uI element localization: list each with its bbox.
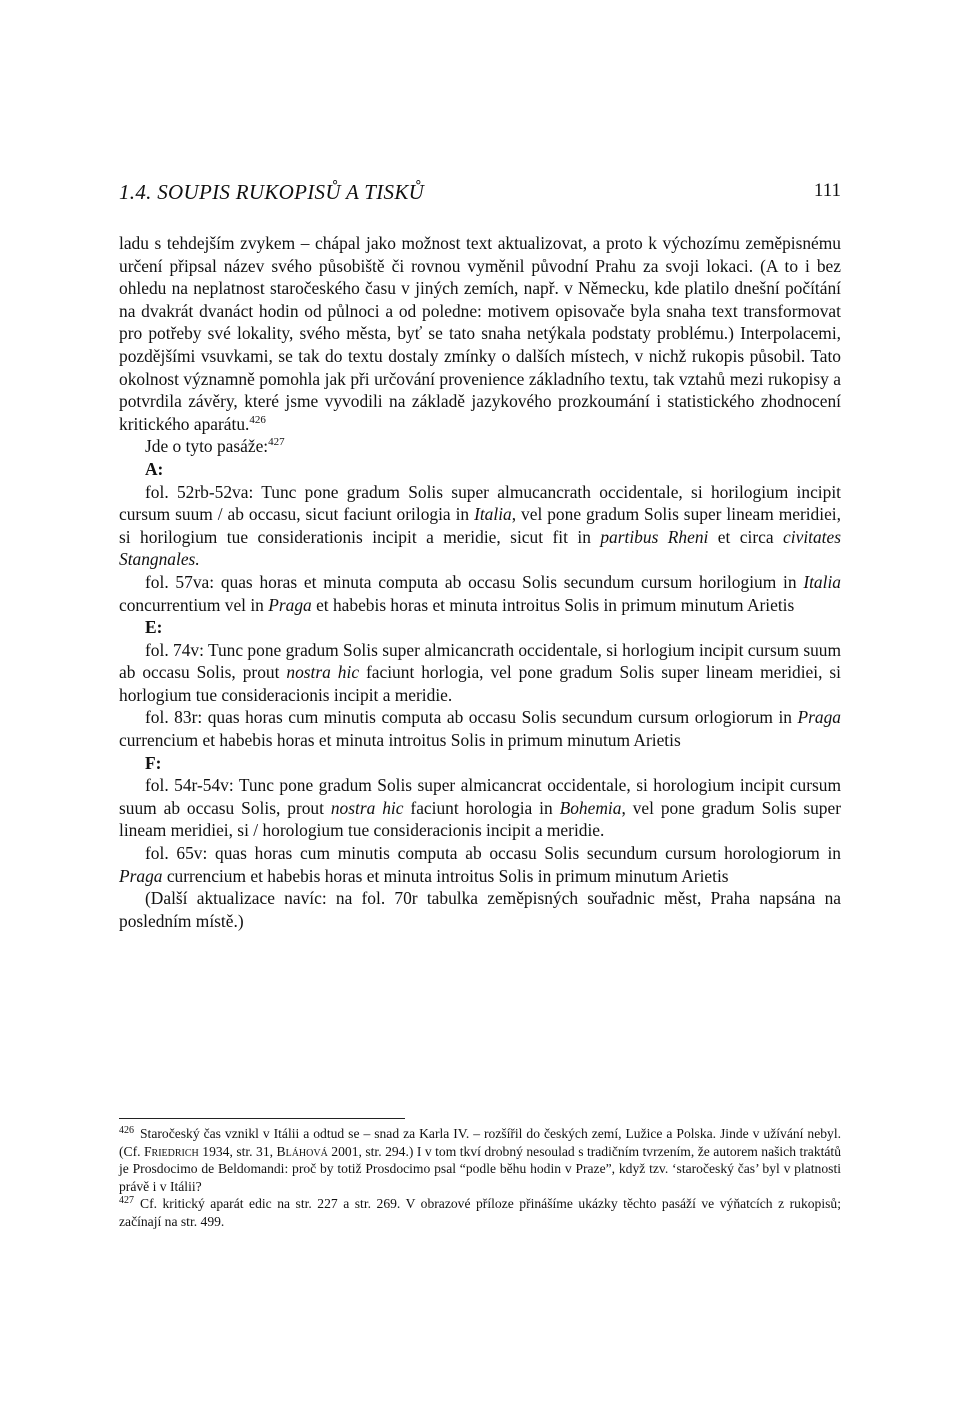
footnote-ref-426: 426 xyxy=(249,413,266,426)
footnote-text: 2001, str. 294.) I v tom tkví drobný nesoulad s tradičním tvrzením, že autorem našich traktátů je Prosdocimo de Beldomandi: proč by totiž Prosdocimo psal “podle běhu hodin v Praze”, když tzv. ‘staročeský čas’ byl v platnosti právě i v Itálii? xyxy=(119,1143,841,1194)
footnote-divider xyxy=(119,1118,405,1119)
entry-a-1 xyxy=(119,481,841,571)
entry-text: concurrentium vel in xyxy=(119,594,269,615)
entry-text: currencium et habebis horas et minuta introitus Solis in primum minutum Arietis xyxy=(119,730,681,751)
entry-f-2 xyxy=(119,842,841,887)
main-text xyxy=(119,232,841,932)
closing-note: (Další aktualizace navíc: na fol. 70r tabulka zeměpisných souřadnic měst, Praha napsána na posledním místě.) xyxy=(119,888,841,931)
italic-text: Bohemia xyxy=(559,797,622,818)
entry-text: fol. 54r-54v: Tunc pone gradum Solis super almicancrat occidentale, si horologium incipit cursum suum ab occasu Solis, prout xyxy=(119,775,841,818)
footnote-ref-427: 427 xyxy=(268,436,285,449)
entry-text: et circa xyxy=(708,526,784,547)
page-number: 111 xyxy=(813,180,841,201)
section-title: 1.4. SOUPIS RUKOPISŮ A TISKŮ xyxy=(119,180,425,204)
footnote-number: 426 xyxy=(119,1125,134,1136)
footnote-text: 1934, str. 31, xyxy=(198,1143,277,1159)
paragraph-1-text: ladu s tehdejším zvykem – chápal jako možnost text aktualizovat, a proto k výchozímu zeměpisnému určení připsal název svého působiště či rovnou vyměnil původní Prahu za svoji lokaci. (A to i bez ohledu na neplatnost staročeského času v jiných zemích, např. v Německu, kde platilo dnešní počítání na dvakrát dvanáct hodin od půlnoci a od poledne: motivem opisovače byla snaha text transformovat pro potřeby své lokality, svého města, byť se tato snaha netýkala podstaty problému.) Interpolacemi, pozdějšími vsuvkami, se tak do textu dostaly zmínky o dalších místech, v nichž rukopis působil. Tato okolnost významně pomohla jak při určování provenience základního textu, tak vztahů mezi rukopisy a potvrdila závěry, které jsme vyvodili na základě jazykového prozkoumání i statistického zhodnocení kritického aparátu. xyxy=(119,233,841,434)
italic-text: nostra hic xyxy=(286,662,360,683)
entry-e-1 xyxy=(119,639,841,707)
italic-text: Italia xyxy=(803,571,841,592)
paragraph-2 xyxy=(119,435,841,458)
paragraph-2-text: Jde o tyto pasáže: xyxy=(145,436,269,457)
entry-text: currencium et habebis horas et minuta introitus Solis in primum minutum Arietis xyxy=(162,865,729,886)
italic-text: civitates Stangnales. xyxy=(119,526,841,570)
section-label-f: F: xyxy=(145,752,162,773)
paragraph-1 xyxy=(119,232,841,435)
entry-f-1 xyxy=(119,774,841,842)
footnote-text: Staročeský čas vznikl v Itálii a odtud se – snad za Karla IV. – rozšířil do českých zemí, Lužice a Polska. Jinde v užívání nebyl. (Cf. xyxy=(119,1126,841,1159)
entry-text: et habebis horas et minuta introitus Solis in primum minutum Arietis xyxy=(311,594,795,615)
entry-text: , vel pone gradum Solis super lineam meridiei, si / horologium tue consideracionis incipit a meridie. xyxy=(119,797,842,841)
italic-text: Praga xyxy=(268,594,312,615)
entry-a-2 xyxy=(119,571,841,616)
entry-text: fol. 65v: quas horas cum minutis computa ab occasu Solis secundum cursum horologiorum in xyxy=(145,843,841,864)
footnote-text: Cf. kritický aparát edic na str. 227 a str. 269. V obrazové příloze přinášíme ukázky těchto pasáží ve výňatcích z rukopisů; začínají na str. 499. xyxy=(119,1196,841,1229)
entry-text: fol. 74v: Tunc pone gradum Solis super almicancrath occidentale, si horlogium incipit cursum suum ab occasu Solis, prout xyxy=(119,639,841,683)
italic-text: Praga xyxy=(119,865,163,886)
italic-text: partibus Rheni xyxy=(600,526,709,547)
italic-text: Italia xyxy=(474,504,512,525)
entry-text: fol. 52rb-52va: Tunc pone gradum Solis super almucancrath occidentale, si horilogium incipit cursum suum / ab occasu, sicut faciunt orilogia in xyxy=(119,481,841,525)
author-name: Friedrich xyxy=(144,1143,199,1159)
section-label-a: A: xyxy=(145,458,164,479)
italic-text: nostra hic xyxy=(330,797,404,818)
entry-text: faciunt horlogia, vel pone gradum Solis super lineam meridiei, si horlogium tue consideracionis incipit a meridie. xyxy=(119,662,841,705)
footnote-426 xyxy=(119,1125,841,1195)
entry-text: fol. 83r: quas horas cum minutis computa ab occasu Solis secundum cursum orlogiorum in xyxy=(145,707,798,728)
footnotes xyxy=(119,1125,841,1231)
italic-text: Praga xyxy=(797,707,841,728)
entry-e-2 xyxy=(119,706,841,751)
entry-text: fol. 57va: quas horas et minuta computa ab occasu Solis secundum cursum horilogium in xyxy=(145,571,804,592)
footnote-number: 427 xyxy=(119,1195,134,1207)
author-name: Bláhová xyxy=(276,1143,328,1159)
entry-text: faciunt horologia in xyxy=(403,797,560,818)
section-label-e: E: xyxy=(145,617,163,638)
entry-text: , vel pone gradum Solis super lineam meridiei, si horilogium tue considerationis incipit a meridie, sicut fit in xyxy=(119,504,841,547)
footnote-427 xyxy=(119,1195,841,1230)
running-header xyxy=(119,180,841,206)
